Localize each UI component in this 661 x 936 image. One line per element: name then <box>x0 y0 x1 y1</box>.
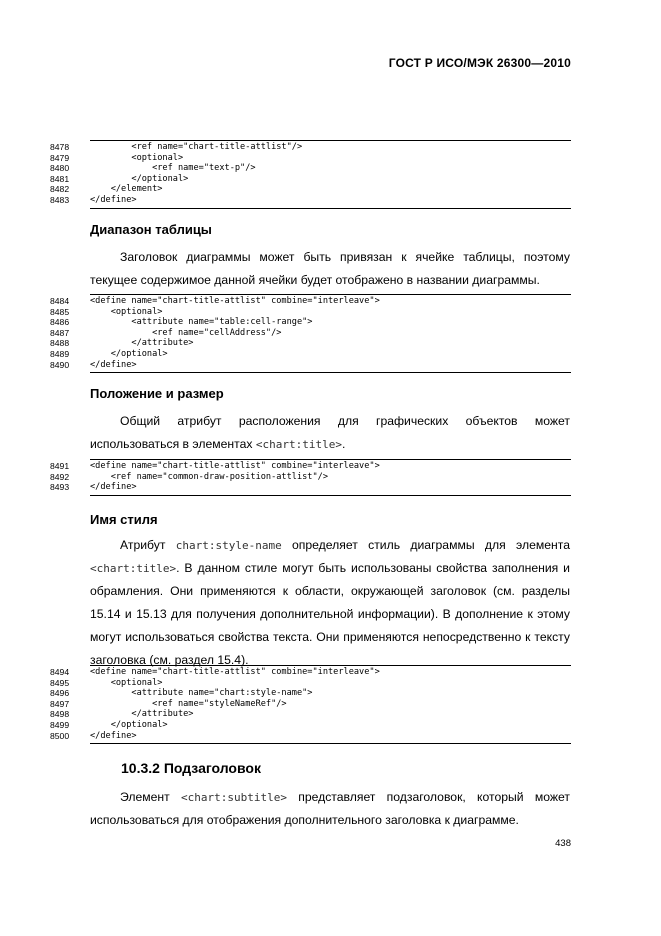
code-line <box>50 731 571 742</box>
paragraph-subtitle <box>90 786 570 832</box>
line-number: 8483 <box>50 194 70 205</box>
code-line <box>50 317 571 328</box>
line-number: 8495 <box>50 677 70 688</box>
attribute-code: chart:style-name <box>175 539 282 552</box>
code-line <box>50 472 571 483</box>
code-line <box>50 338 571 349</box>
code-line <box>50 153 571 164</box>
code-line <box>50 349 571 360</box>
line-number: 8484 <box>50 296 70 306</box>
code-text: <define name="chart-title-attlist" combine="interleave"> <box>90 667 380 677</box>
section-heading-range: Диапазон таблицы <box>90 222 212 237</box>
code-rule-top <box>90 140 571 141</box>
line-number: 8492 <box>50 471 70 482</box>
code-line <box>50 174 571 185</box>
subsection-heading: 10.3.2 Подзаголовок <box>121 760 261 776</box>
paragraph-text: Общий атрибут расположения для графических объектов может использоваться в элементах <box>90 414 570 451</box>
paragraph-text: Элемент <box>120 790 181 804</box>
code-text: <ref name="styleNameRef"/> <box>90 698 287 709</box>
code-text: <ref name="text-p"/> <box>90 163 256 174</box>
element-code: <chart:title> <box>255 438 342 451</box>
element-code: <chart:title> <box>90 562 177 575</box>
paragraph-text: Атрибут <box>120 538 176 552</box>
line-number: 8480 <box>50 163 70 174</box>
line-number: 8496 <box>50 688 70 699</box>
code-line <box>50 461 571 472</box>
code-line <box>50 184 571 195</box>
line-number: 8498 <box>50 709 70 720</box>
code-block-1 <box>50 142 571 206</box>
code-rule-top <box>90 294 571 295</box>
code-text: <optional> <box>90 152 184 163</box>
code-line <box>50 482 571 493</box>
code-rule-top <box>90 459 571 460</box>
element-code: <chart:subtitle> <box>180 791 287 804</box>
code-line <box>50 699 571 710</box>
code-line <box>50 296 571 307</box>
paragraph-position <box>90 410 570 456</box>
code-rule-bottom <box>90 743 571 744</box>
code-text: <ref name="cellAddress"/> <box>90 327 282 338</box>
code-text: </optional> <box>90 348 168 359</box>
line-number: 8493 <box>50 482 70 493</box>
code-rule-bottom <box>90 372 571 373</box>
code-text: </define> <box>90 730 137 741</box>
code-text: </define> <box>90 194 137 205</box>
code-line <box>50 328 571 339</box>
line-number: 8494 <box>50 667 70 677</box>
document-header: ГОСТ Р ИСО/МЭК 26300—2010 <box>388 56 571 70</box>
line-number: 8499 <box>50 719 70 730</box>
line-number: 8487 <box>50 327 70 338</box>
paragraph-text: определяет стиль диаграммы для элемента <box>281 538 570 552</box>
code-rule-bottom <box>90 208 571 209</box>
code-text: </optional> <box>90 173 189 184</box>
code-text: <ref name="chart-title-attlist"/> <box>90 142 303 152</box>
code-text: </attribute> <box>90 338 194 349</box>
code-text: <define name="chart-title-attlist" combine="interleave"> <box>90 296 380 306</box>
code-text: <optional> <box>90 306 163 317</box>
line-number: 8500 <box>50 730 70 741</box>
code-text: <attribute name="chart:style-name"> <box>90 688 313 699</box>
code-line <box>50 360 571 371</box>
line-number: 8488 <box>50 338 70 349</box>
line-number: 8478 <box>50 142 70 152</box>
code-line <box>50 667 571 678</box>
code-block-4 <box>50 667 571 741</box>
section-heading-position: Положение и размер <box>90 386 224 401</box>
code-line <box>50 688 571 699</box>
line-number: 8490 <box>50 359 70 370</box>
code-line <box>50 142 571 153</box>
code-block-3 <box>50 461 571 493</box>
line-number: 8482 <box>50 184 70 195</box>
line-number: 8486 <box>50 317 70 328</box>
line-number: 8489 <box>50 348 70 359</box>
code-text: </attribute> <box>90 709 194 720</box>
code-rule-bottom <box>90 495 571 496</box>
section-heading-style: Имя стиля <box>90 512 158 527</box>
line-number: 8491 <box>50 461 70 471</box>
code-text: </optional> <box>90 719 168 730</box>
code-text: <ref name="common-draw-position-attlist"/> <box>90 471 328 482</box>
paragraph-range: Заголовок диаграммы может быть привязан к ячейке таблицы, поэтому текущее содержимое данной ячейки будет отображено в названии диаграммы. <box>90 250 570 287</box>
paragraph-text: представляет подзаголовок, который может использоваться для отображения дополнительного заголовка к диаграмме. <box>90 790 570 827</box>
code-text: </define> <box>90 482 137 493</box>
page-number: 438 <box>555 838 571 849</box>
line-number: 8481 <box>50 173 70 184</box>
code-text: </element> <box>90 184 163 195</box>
code-block-2 <box>50 296 571 370</box>
paragraph-text: . <box>341 437 346 451</box>
code-text: <attribute name="table:cell-range"> <box>90 317 313 328</box>
line-number: 8479 <box>50 152 70 163</box>
code-rule-top <box>90 665 571 666</box>
code-line <box>50 678 571 689</box>
line-number: 8485 <box>50 306 70 317</box>
paragraph-style <box>90 534 570 672</box>
code-text: <define name="chart-title-attlist" combine="interleave"> <box>90 461 380 471</box>
line-number: 8497 <box>50 698 70 709</box>
code-line <box>50 163 571 174</box>
code-line <box>50 307 571 318</box>
code-line <box>50 720 571 731</box>
paragraph-text: . В данном стиле могут быть использованы свойства заполнения и обрамления. Они применяются к области, окружающей заголовок (см. разделы 15.14 и 15.13 для получения дополнительной информации). В дополнение к этому могут использоваться свойства текста. Они применяются непосредственно к тексту заголовка (см. раздел 15.4). <box>90 561 570 667</box>
code-text: <optional> <box>90 677 163 688</box>
code-line <box>50 195 571 206</box>
code-text: </define> <box>90 359 137 370</box>
code-line <box>50 709 571 720</box>
